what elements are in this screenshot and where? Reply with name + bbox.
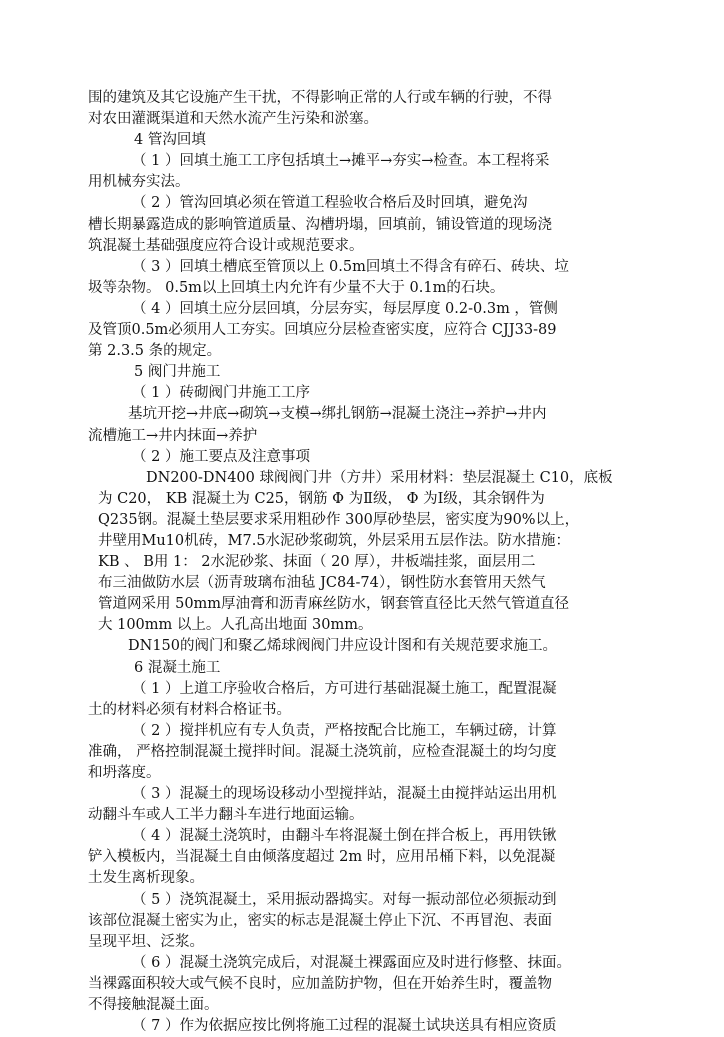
text-line: 用机械夯实法。 [88,174,190,191]
material-spec-line: 管道网采用 50mm厚油膏和沥青麻丝防水，钢套管直径比天然气管道直径 [98,596,570,613]
text-line: 土的材料必须有材料合格证书。 [88,701,291,718]
text-line: 土发生离析现象。 [88,870,204,887]
list-item: （ 2 ）施工要点及注意事项 [132,448,310,465]
section-heading: 5 阀门井施工 [134,364,221,381]
list-item: （ 7 ）作为依据应按比例将施工过程的混凝土试块送具有相应资质 [132,1018,557,1035]
text-line: 铲入模板内，当混凝土自由倾落度超过 2m 时，应用吊桶下料，以免混凝 [88,849,556,866]
text-line: 动翻斗车或人工半力翻斗车进行地面运输。 [88,807,364,824]
list-item: （ 5 ）浇筑混凝土，采用振动器捣实。对每一振动部位必须振动到 [132,891,557,908]
text-line: 第 2.3.5 条的规定。 [88,343,222,360]
text-line: 该部位混凝土密实为止，密实的标志是混凝土停止下沉、不再冒泡、表面 [88,912,552,929]
list-item: （ 4 ）回填土应分层回填，分层夯实，每层厚度 0.2-0.3m ，管侧 [132,300,558,317]
list-item: （ 6 ）混凝土浇筑完成后，对混凝土裸露面应及时进行修整、抹面。 [132,954,571,971]
list-item: （ 1 ）上道工序验收合格后，方可进行基础混凝土施工，配置混凝 [132,680,557,697]
material-spec-line: Q235钢。混凝土垫层要求采用粗砂作 300厚砂垫层，密实度为90%以上， [98,511,580,528]
text-line: 当裸露面积较大或气候不良时，应加盖防护物，但在开始养生时，覆盖物 [88,975,552,992]
text-line: 和坍落度。 [88,765,161,781]
text-line: 槽长期暴露造成的影响管道质量、沟槽坍塌，回填前，铺设管道的现场浇 [88,216,552,233]
text-line: 及管顶0.5m必须用人工夯实。回填应分层检查密实度，应符合 CJJ33-89 [88,322,557,339]
list-item: （ 3 ）混凝土的现场设移动小型搅拌站，混凝土由搅拌站运出用机 [132,786,557,803]
material-spec-line: DN200-DN400 球阀阀门井（方井）采用材料：垫层混凝土 C10，底板 [146,469,613,486]
material-spec-line: 大 100mm 以上。人孔高出地面 30mm。 [98,617,373,634]
text-line: 流槽施工→井内抹面→养护 [88,427,258,444]
material-spec-line: 布三油做防水层（沥青玻璃布油毡 JC84-74），钢性防水套管用天然气 [98,575,546,592]
list-item: （ 1 ）砖砌阀门井施工工序 [132,385,310,402]
list-item: （ 2 ）管沟回填必须在管道工程验收合格后及时回填，避免沟 [132,195,528,212]
material-spec-line: KB 、 B用 1： 2水泥砂浆、抹面（ 20 厚），井板端挂浆，面层用二 [98,554,536,571]
text-line: 圾等杂物。 0.5m以上回填土内允许有少量不大于 0.1m的石块。 [88,279,505,296]
material-spec-line: 井壁用Mu10机砖，M7.5水泥砂浆砌筑，外层采用五层作法。防水措施： [98,532,571,549]
text-line: 筑混凝土基础强度应符合设计或规范要求。 [88,237,364,254]
text-line: 围的建筑及其它设施产生干扰，不得影响正常的人行或车辆的行驶，不得 [88,90,552,106]
list-item: （ 1 ）回填土施工工序包括填土→摊平→夯实→检查。本工程将采 [132,153,550,170]
process-flow-line: 基坑开挖→井底→砌筑→支模→绑扎钢筋→混凝土浇注→养护→井内 [128,406,547,423]
section-heading: 4 管沟回填 [134,132,206,149]
text-line: 不得接触混凝土面。 [88,997,219,1014]
text-line: 准确， 严格控制混凝土搅拌时间。混凝土浇筑前，应检查混凝土的均匀度 [88,743,557,760]
text-line: 呈现平坦、泛浆。 [88,933,204,950]
material-spec-line: 为 C20， KB 混凝土为 C25，钢筋 Φ 为Ⅱ级， Φ 为Ⅰ级，其余钢件为 [98,490,545,507]
text-line: DN150的阀门和聚乙烯球阀阀门井应设计图和有关规范要求施工。 [128,638,557,655]
list-item: （ 3 ）回填土槽底至管顶以上 0.5m回填土不得含有碎石、砖块、垃 [132,258,569,275]
list-item: （ 4 ）混凝土浇筑时，由翻斗车将混凝土倒在拌合板上，再用铁锹 [132,828,557,845]
list-item: （ 2 ）搅拌机应有专人负责，严格按配合比施工，车辆过磅，计算 [132,722,557,739]
document-body [88,88,648,1037]
section-heading: 6 混凝土施工 [134,659,221,676]
text-line: 对农田灌溉渠道和天然水流产生污染和淤塞。 [88,111,378,128]
